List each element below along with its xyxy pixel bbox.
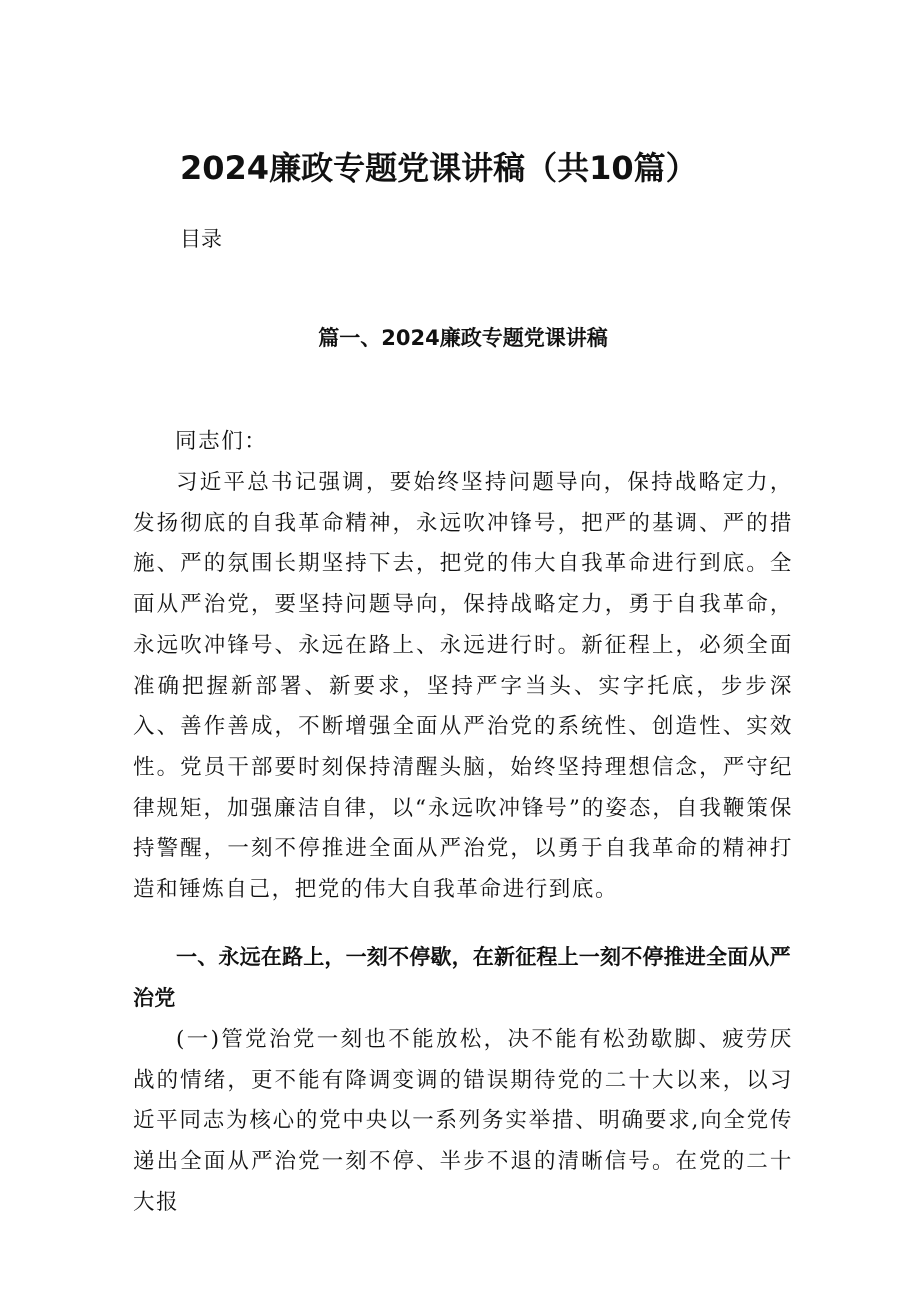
- section-heading-1: 一、永远在路上，一刻不停歇，在新征程上一刻不停推进全面从严治党: [133, 945, 791, 1010]
- body-paragraph: 习近平总书记强调，要始终坚持问题导向，保持战略定力，发扬彻底的自我革命精神，永远吹冲锋号，把严的基调、严的措施、严的氛围长期坚持下去，把党的伟大自我革命进行到底。全面从严治党，要坚持问题导向，保持战略定力，勇于自我革命，永远吹冲锋号、永远在路上、永远进行时。新征程上，必须全面准确把握新部署、新要求，坚持严字当头、实字托底，步步深入、善作善成，不断增强全面从严治党的系统性、创造性、实效性。党员干部要时刻保持清醒头脑，始终坚持理想信念，严守纪律规矩，加强廉洁自律，以“永远吹冲锋号”的姿态，自我鞭策保持警醒，一刻不停推进全面从严治党，以勇于自我革命的精神打造和锤炼自己，把党的伟大自我革命进行到底。: [133, 470, 793, 903]
- section-title: 篇一、2024廉政专题党课讲稿: [318, 326, 608, 350]
- salutation: 同志们：: [175, 429, 268, 454]
- document-title: 2024廉政专题党课讲稿（共10篇）: [180, 149, 698, 187]
- body-paragraph-2: (一)管党治党一刻也不能放松，决不能有松劲歇脚、疲劳厌战的情绪，更不能有降调变调的错误期待党的二十大以来，以习近平同志为核心的党中央以一系列务实举措、明确要求,向全党传递出全面从严治党一刻不停、半步不退的清晰信号。在党的二十大报: [133, 1027, 793, 1215]
- toc-label: 目录: [180, 227, 222, 251]
